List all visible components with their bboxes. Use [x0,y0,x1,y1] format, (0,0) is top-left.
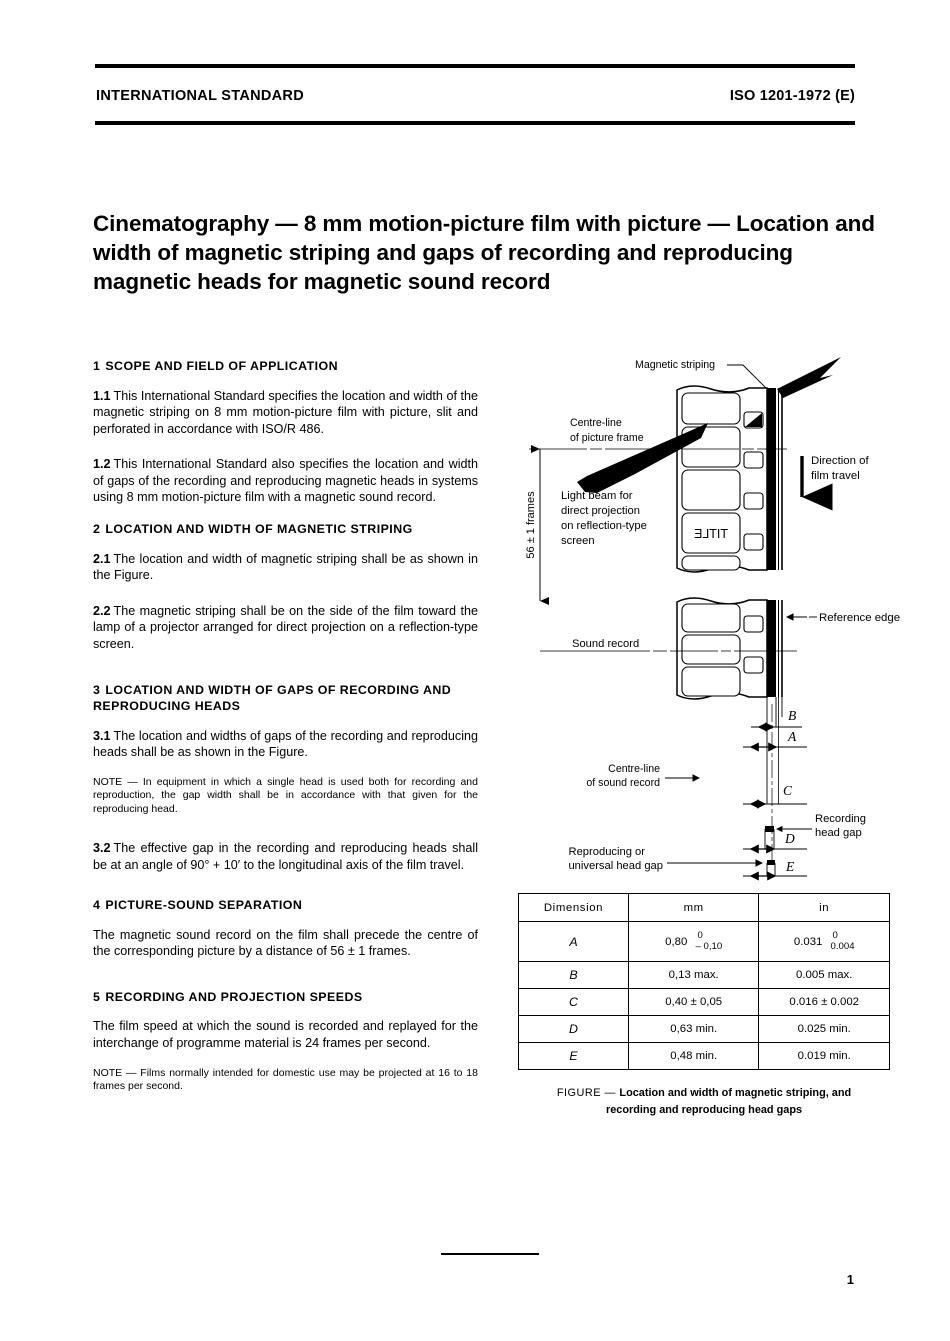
table-cell-mm: 0,48 min. [628,1043,758,1070]
paragraph-label-1-2: 1.2 [93,457,111,472]
table-header-dimension: Dimension [519,894,629,922]
section-title-1: SCOPE AND FIELD OF APPLICATION [105,359,338,373]
section-heading-3 [93,682,478,715]
recording-head-gap-block [765,826,774,832]
table-row [519,962,890,989]
callout-b: B [788,708,797,723]
page-title: Cinematography — 8 mm motion-picture film with picture — Location and width of magnetic striping and gaps of recording and reproducing magnetic heads for magnetic sound record [93,211,875,295]
table-cell-mm-tol-high: 0 [697,929,703,941]
section-number-1: 1 [93,359,101,373]
table-cell-dimension: C [519,989,629,1016]
label-light-beam-2: direct projection [561,505,640,517]
paragraph-text-3-2: The effective gap in the recording and reproducing heads shall be at an angle of 90° + 10′ to the longitudinal axis of the film travel. [93,840,478,872]
section-heading-1 [93,358,478,375]
table-cell-mm: 0,40 ± 0,05 [628,989,758,1016]
paragraph-5-1: The film speed at which the sound is recorded and replayed for the interchange of programme material is 24 frames per second. [93,1019,478,1050]
paragraph-1-2 [93,456,478,506]
table-cell-mm [628,922,758,962]
dimensions-table [518,893,890,1070]
label-centre-line-picture-1: Centre-line [570,417,622,429]
table-cell-in [759,922,890,962]
label-centre-line-picture-2: of picture frame [570,432,644,444]
paragraph-label-1-1: 1.1 [93,388,111,403]
figure-caption [518,1085,890,1119]
label-reproducing-head-1: Reproducing or [568,846,645,858]
label-light-beam-3: on reflection-type [561,520,647,532]
label-magnetic-striping: Magnetic striping [635,359,716,371]
label-sound-record: Sound record [572,638,640,650]
paragraph-1-1 [93,388,478,438]
label-direction-2: film travel [811,470,860,482]
label-light-beam-1: Light beam for [561,490,633,502]
callout-a: A [788,729,797,744]
label-film-title: TITLE [693,527,729,541]
leader-magnetic-striping [727,365,768,390]
paragraph-label-2-1: 2.1 [93,551,111,566]
section-title-2: LOCATION AND WIDTH OF MAGNETIC STRIPING [105,522,413,537]
callout-e: E [786,859,795,874]
table-cell-in-tol-high: 0 [832,929,838,941]
label-reference-edge: Reference edge [819,612,901,624]
paragraph-text-1-1: This International Standard specifies the location and width of the magnetic striping on 8 mm motion-picture film with picture, slit and perforated in accordance with ISO/R 486. [93,388,478,436]
table-header-mm: mm [628,894,758,922]
section-heading-5 [93,989,478,1006]
reproducing-head-gap-block [767,860,775,865]
label-recording-head-1: Recording [815,813,866,825]
section-heading-2 [93,521,478,538]
paragraph-label-2-2: 2.2 [93,603,111,618]
section-heading-4 [93,897,478,914]
paragraph-3-1 [93,728,478,761]
figure-caption-line2: recording and reproducing head gaps [605,1104,803,1116]
header-rule-bottom [95,121,855,125]
note-section-3: NOTE — In equipment in which a single head is used both for recording and reproduction, the gap width shall be in accordance with that given for the reproducing head. [93,775,478,815]
figure-diagram [515,352,915,882]
section-title-3: LOCATION AND WIDTH OF GAPS OF RECORDING AND REPRODUCING HEADS [93,682,452,714]
figure-caption-line1: Location and width of magnetic striping, and [619,1087,852,1099]
note-section-5: NOTE — Films normally intended for domestic use may be projected at 16 to 18 frames per second. [93,1066,478,1092]
table-cell-in: 0.016 ± 0.002 [759,989,890,1016]
paragraph-3-2 [93,840,478,873]
callout-c: C [783,783,793,798]
extension-lines-stripe [767,697,782,804]
paragraph-text-1-2: This International Standard also specifies the location and width of gaps of the recording and reproducing magnetic heads in systems using 8 mm motion-picture film with a magnetic sound record. [93,457,478,505]
label-direction-1: Direction of [811,455,869,467]
section-title-4: PICTURE-SOUND SEPARATION [105,898,303,913]
table-cell-dimension: B [519,962,629,989]
table-cell-mm-base: 0,80 [665,935,688,948]
header-standard-number: ISO 1201-1972 (E) [729,88,855,104]
film-strip-upper [677,386,782,572]
page-number: 1 [846,1272,854,1287]
section-number-5: 5 [93,989,101,1004]
table-cell-mm: 0,63 min. [628,1016,758,1043]
label-centre-line-sound-2: of sound record [586,777,660,789]
paragraph-2-1 [93,551,478,584]
table-cell-in-base: 0.031 [793,935,823,948]
table-row [519,989,890,1016]
table-cell-in: 0.005 max. [759,962,890,989]
label-frames-dimension: 56 ± 1 frames [525,491,537,559]
table-header-in: in [759,894,890,922]
header-standard-label: INTERNATIONAL STANDARD [96,88,304,104]
table-cell-dimension: A [519,922,629,962]
callout-d: D [785,831,795,846]
table-header-row [519,894,890,922]
label-light-beam-4: screen [561,535,595,547]
table-cell-mm-tol-low: – 0,10 [695,940,723,952]
table-cell-in: 0.019 min. [759,1043,890,1070]
paragraph-text-2-2: The magnetic striping shall be on the side of the film toward the lamp of a projector arranged for direct projection on a reflection-type screen. [93,603,478,651]
paragraph-text-2-1: The location and width of magnetic striping shall be as shown in the Figure. [93,551,478,583]
paragraph-label-3-1: 3.1 [93,728,111,743]
header-rule-top [95,64,855,68]
table-row [519,922,890,962]
label-centre-line-sound-1: Centre-line [608,763,660,775]
table-cell-mm: 0,13 max. [628,962,758,989]
paragraph-label-3-2: 3.2 [93,840,111,855]
paragraph-2-2 [93,603,478,653]
label-reproducing-head-2: universal head gap [568,860,663,872]
paragraph-4-1: The magnetic sound record on the film shall precede the centre of the corresponding picture by a distance of 56 ± 1 frames. [93,927,478,959]
table-row [519,1016,890,1043]
table-row [519,1043,890,1070]
body-text-column [93,358,478,1108]
figure-caption-lead: FIGURE — [556,1087,620,1099]
label-recording-head-2: head gap [815,827,862,839]
table-cell-dimension: D [519,1016,629,1043]
table-cell-dimension: E [519,1043,629,1070]
section-number-2: 2 [93,522,101,537]
section-number-3: 3 [93,682,101,697]
table-cell-in: 0.025 min. [759,1016,890,1043]
table-cell-in-tol-low: 0.004 [830,940,855,952]
film-strip-lower [677,598,782,699]
light-beam-arrow-upper [777,357,841,398]
footer-rule [441,1253,539,1255]
section-title-5: RECORDING AND PROJECTION SPEEDS [105,989,363,1004]
section-number-4: 4 [93,898,101,913]
paragraph-text-3-1: The location and widths of gaps of the recording and reproducing heads shall be as shown in the Figure. [93,728,478,760]
